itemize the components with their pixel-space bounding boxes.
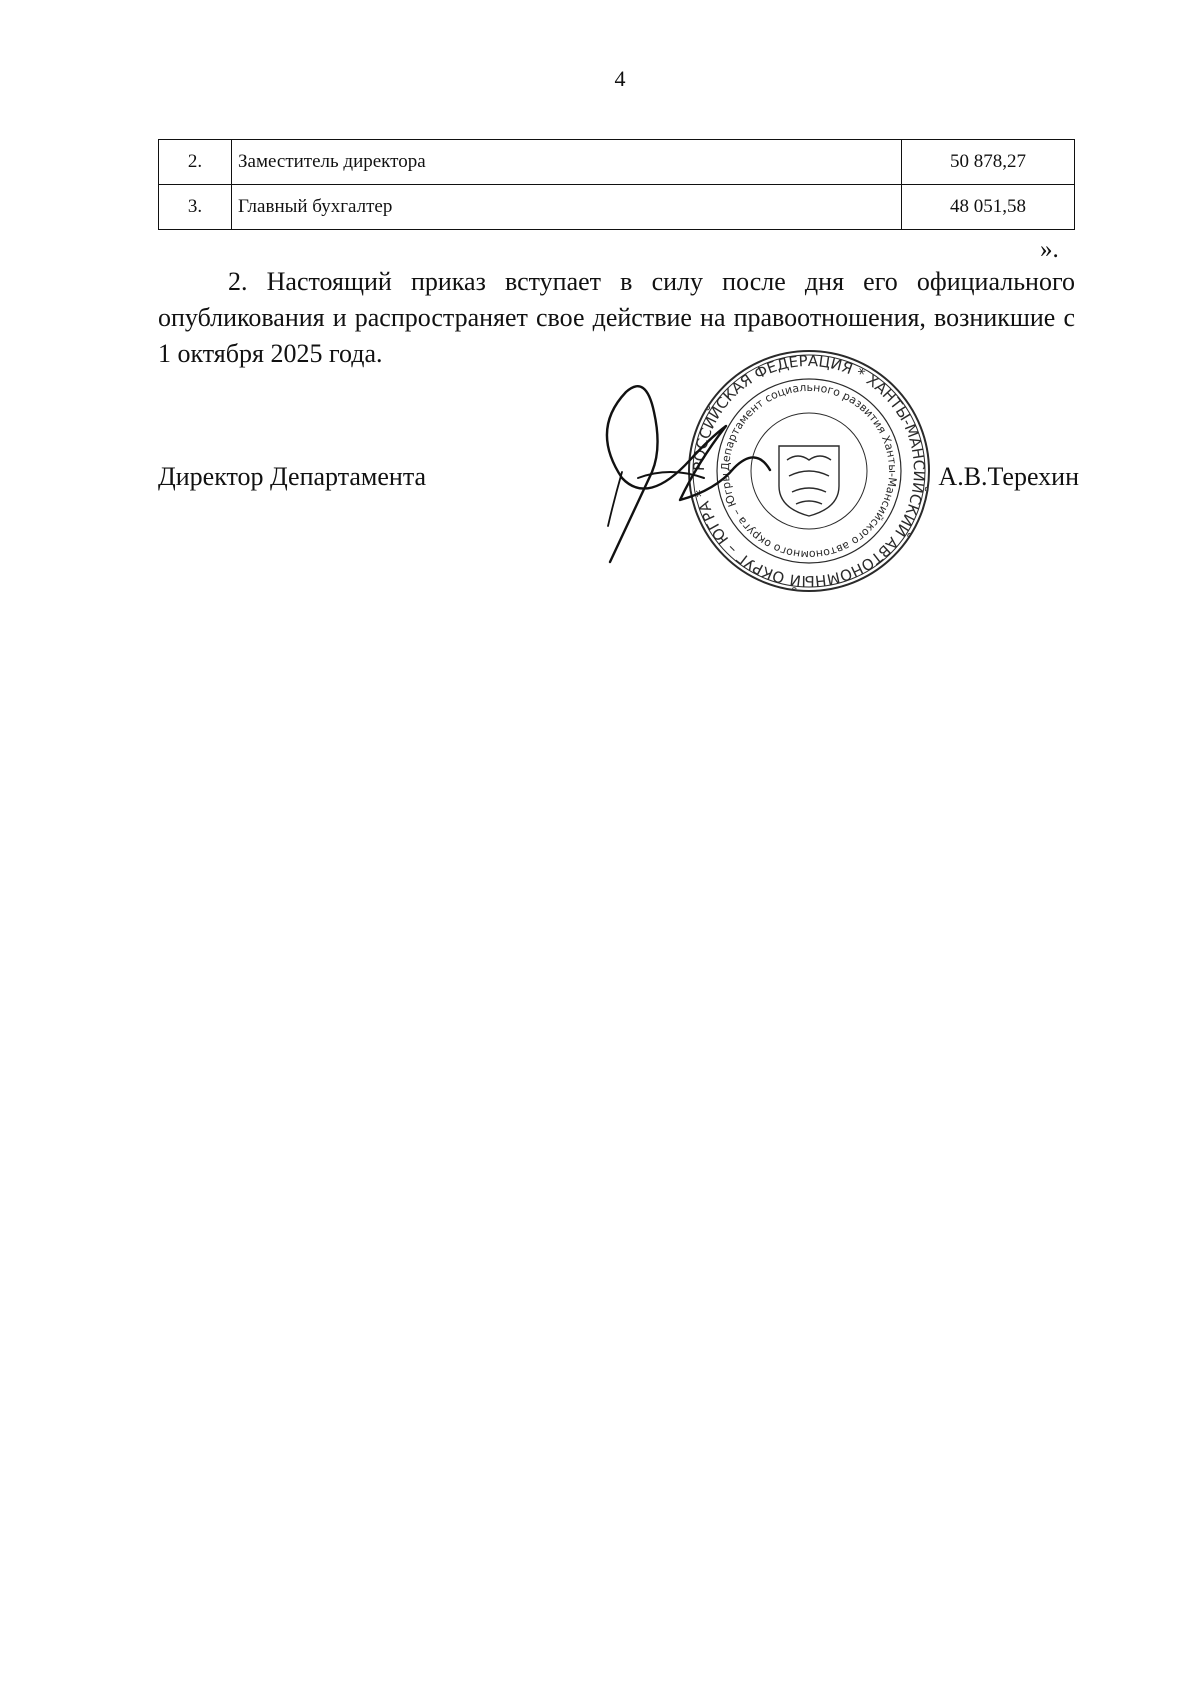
handwritten-signature xyxy=(530,350,780,570)
salary-table xyxy=(158,139,1075,230)
table-row xyxy=(159,185,1075,230)
coat-of-arms-icon xyxy=(779,446,839,516)
row-number: 2. xyxy=(159,140,232,185)
row-number: 3. xyxy=(159,185,232,230)
table-row xyxy=(159,140,1075,185)
row-salary: 50 878,27 xyxy=(902,140,1075,185)
clause-paragraph: 2. Настоящий приказ вступает в силу после дня его официального опубликования и распространяет свое действие на правоотношения, возникшие с 1 октября 2025 года. xyxy=(158,267,1075,368)
row-salary: 48 051,58 xyxy=(902,185,1075,230)
signer-name: А.В.Терехин xyxy=(938,462,1079,491)
stamp-inner-text: Департамент социального развития Ханты-Мансийского автономного округа – Югры xyxy=(718,380,900,562)
closing-quote: ». xyxy=(1040,236,1059,263)
stamp-outer-text: РОССИЙСКАЯ ФЕДЕРАЦИЯ * ХАНТЫ-МАНСИЙСКИЙ АВТОНОМНЫЙ ОКРУГ – ЮГРА * xyxy=(689,351,929,591)
row-position: Заместитель директора xyxy=(232,140,902,185)
row-position: Главный бухгалтер xyxy=(232,185,902,230)
signer-title: Директор Департамента xyxy=(158,462,427,491)
page-number: 4 xyxy=(614,66,626,91)
